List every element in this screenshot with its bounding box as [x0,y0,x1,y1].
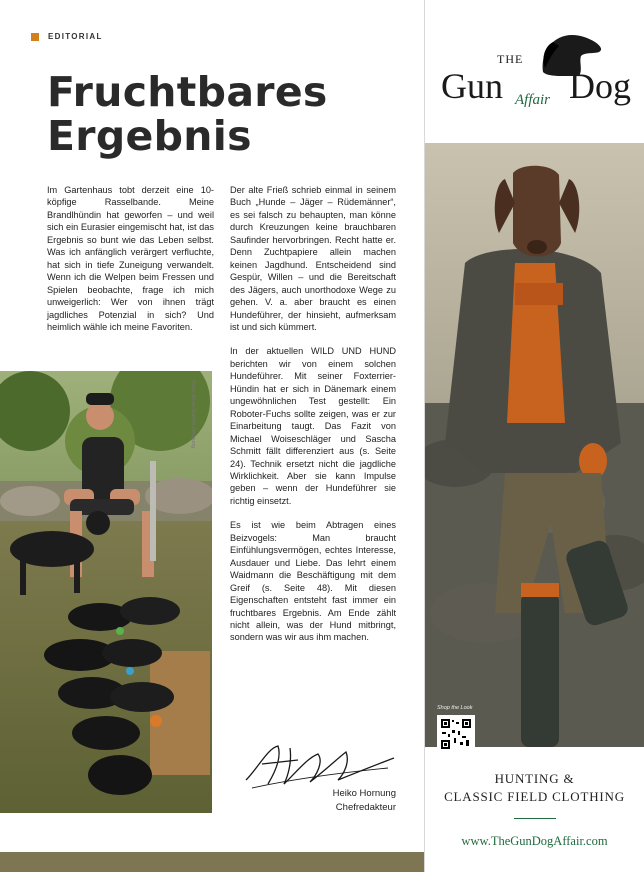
ad-dog-photo [425,143,644,747]
qr-label: Shop the Look [437,705,473,711]
headline-line-1: Fruchtbares [47,68,328,116]
advertisement-page [425,0,644,872]
headline-line-2: Ergebnis [47,112,252,160]
puppies-photo-illustration [0,371,212,813]
puppies-photo [0,371,212,813]
section-label: EDITORIAL [48,32,103,41]
text-column-2 [230,184,396,644]
text-column-1 [47,184,214,333]
author-title: Chefredakteur [335,802,396,813]
gundog-affair-logo [439,28,635,124]
headline [47,70,417,158]
dog-in-tweed-illustration [425,143,644,747]
section-tag [31,32,103,41]
paragraph: Es ist wie beim Abtragen eines Beizvogels: Man braucht Einfühlungsvermögen, echtes Interesse, Ausdauer und Liebe. Das lehrt einem Waidmann die Beschäftigung mit dem Greif (s. Seite 48). Mit diesen Eigenschaften entsteht fast immer ein fruchtbares Ergebnis. Am Ende zählt nicht allein, was der Hund mitbringt, sondern was wir aus ihm machen. [230,520,396,643]
ad-url-link[interactable]: www.TheGunDogAffair.com [461,834,608,848]
logo-dog: Dog [569,66,631,106]
ad-rule [514,818,556,819]
ad-claim-line-2: CLASSIC FIELD CLOTHING [444,789,625,804]
photo-credit: Foto: Anna-Sophie Hornung [190,380,196,449]
paragraph: Im Gartenhaus tobt derzeit eine 10-köpfige Rasselbande. Meine Brandlhündin hat geworfen – und weil sich ein Eurasier eingemischt hat, ist das Ergebnis so bunt wie das Leben selbst. Was ich anfänglich verärgert verfluchte, hat sich in tiefe Zuneigung verwandelt. Wenn ich die Welpen beim Fressen und Spielen beobachte, frage ich mich unweigerlich: Wer von ihnen trägt jagdliches Potenzial in sich? Und heimlich wähle ich meine Favoriten. [47,185,214,332]
signature-image [238,728,398,794]
logo-gun: Gun [441,66,503,106]
logo-the: THE [497,52,524,66]
author-name: Heiko Hornung [332,788,396,799]
ad-claim-line-1: HUNTING & [494,771,575,786]
paragraph: Der alte Frieß schrieb einmal in seinem Buch „Hunde – Jäger – Rüdemänner“, es sei falsch zu behaupten, man könne durch Kreuzungen keine brauchbaren Saufinder hervorbringen. Recht hatte er. Denn Zuchtpapiere allein machen keinen Jagdhund. Entscheidend sind Gespür, Willen – und die Bereitschaft des Jägers, auch unorthodoxe Wege zu gehen. V. a. aber braucht es einen Hundeführer, der hinsieht, aufmerksam ist und sich kümmert. [230,185,396,332]
qr-code-icon[interactable] [437,715,475,753]
section-marker-icon [31,33,39,41]
paragraph: In der aktuellen WILD UND HUND berichten wir von einem solchen Hundeführer. Mit seiner Foxterrier-Hündin hat er sich in Dänemark einem ungewöhnlichen Test gestellt: Ein Roboter-Fuchs sollte zeigen, was er zur Einarbeitung taugt. Das Fazit von Michael Woiseschläger und Sascha Schmitt fällt differenziert aus (s. Seite 24). Technik ersetzt nicht die jagdliche Wirklichkeit. Aber sie kann Impulse geben – wenn der Hundeführer sie richtig einsetzt. [230,346,396,506]
logo-affair: Affair [515,92,551,108]
footer-band [0,852,424,872]
